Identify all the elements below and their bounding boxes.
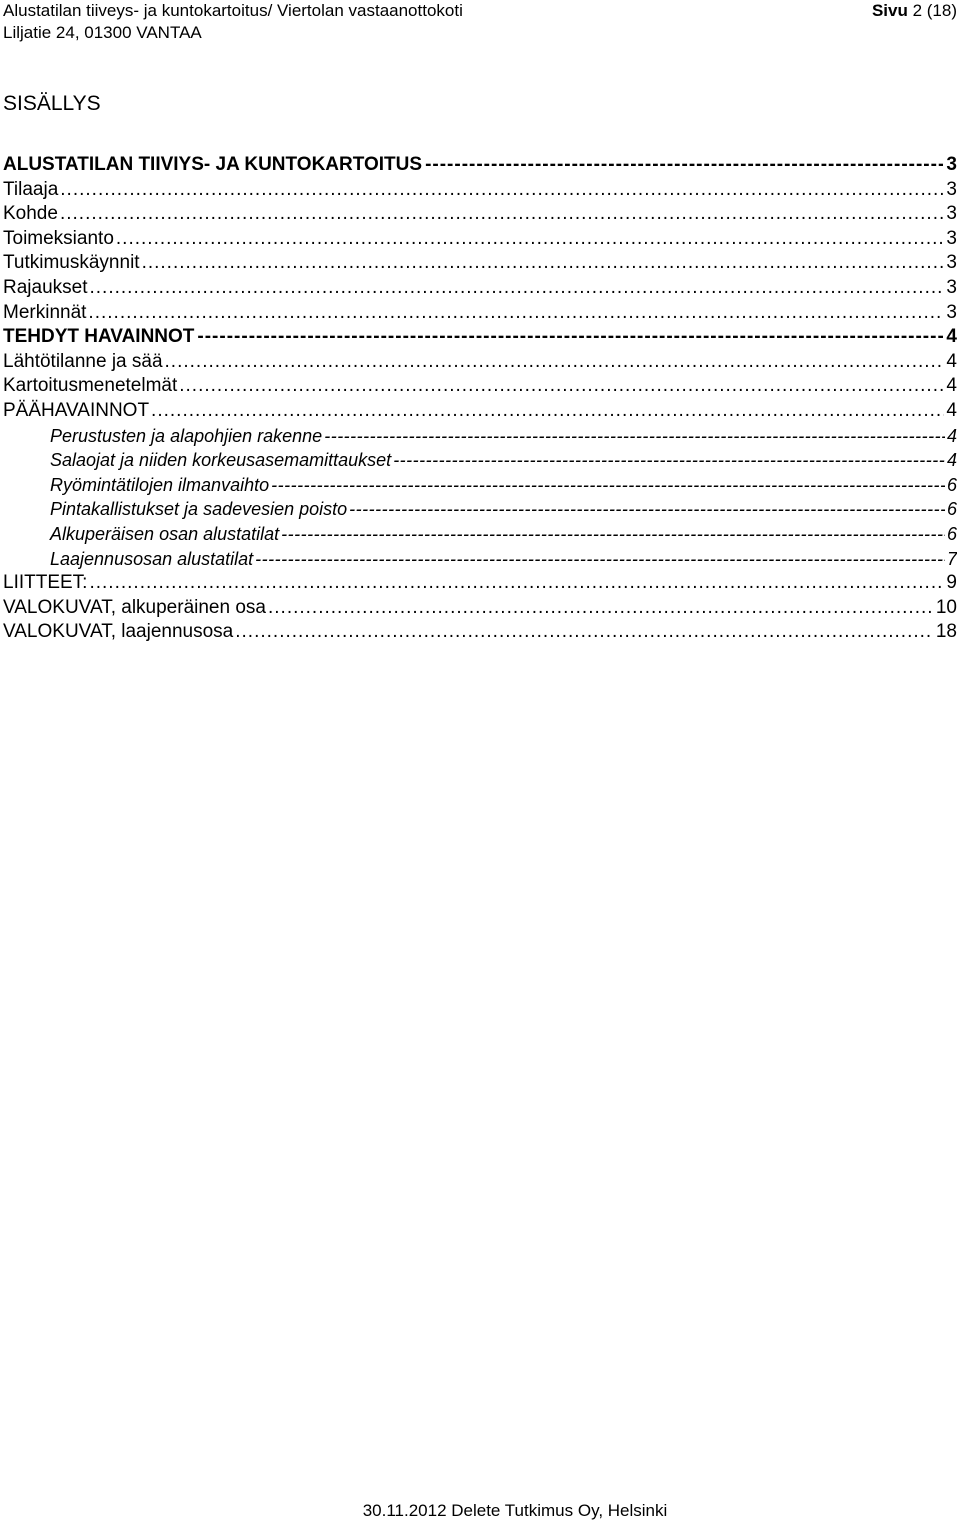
toc-entry-kartoitusmenetelmat[interactable] — [3, 374, 957, 399]
toc-entry-page: 3 — [946, 203, 957, 225]
toc-leader — [393, 448, 945, 473]
toc-entry-perustusten-rakenne[interactable] — [3, 424, 957, 449]
toc-entry-text: Toimeksianto — [3, 227, 114, 249]
toc-leader — [235, 620, 934, 645]
toc-leader — [90, 276, 945, 301]
document-address: Liljatie 24, 01300 VANTAA — [3, 23, 202, 42]
toc-entry-page: 3 — [946, 227, 957, 249]
toc-entry-text: Kohde — [3, 203, 58, 225]
toc-entry-alustatilan-tiiviys[interactable] — [3, 153, 957, 178]
toc-entry-text: Salaojat ja niiden korkeusasemamittaukset — [50, 450, 392, 471]
toc-entry-pintakallistukset[interactable] — [3, 497, 957, 522]
toc-leader — [151, 399, 944, 424]
toc-entry-text: PÄÄHAVAINNOT — [3, 399, 150, 421]
toc-entry-text: Kartoitusmenetelmät — [3, 375, 178, 397]
toc-leader — [324, 424, 945, 449]
toc-heading: SISÄLLYS — [3, 92, 101, 115]
page-header — [3, 0, 957, 44]
toc-entry-page: 9 — [946, 572, 957, 594]
toc-leader — [88, 301, 944, 326]
toc-entry-page: 6 — [946, 523, 957, 544]
toc-leader — [89, 571, 944, 596]
toc-entry-page: 3 — [946, 276, 957, 298]
toc-leader — [271, 473, 945, 498]
toc-entry-page: 4 — [946, 399, 957, 421]
document-title: Alustatilan tiiveys- ja kuntokartoitus/ Viertolan vastaanottokoti — [3, 1, 463, 20]
toc-entry-page: 3 — [946, 178, 957, 200]
toc-entry-page: 10 — [935, 596, 957, 618]
table-of-contents — [3, 153, 957, 645]
toc-entry-text: Perustusten ja alapohjien rakenne — [50, 425, 323, 446]
toc-entry-liitteet[interactable] — [3, 571, 957, 596]
toc-entry-kohde[interactable] — [3, 202, 957, 227]
toc-entry-page: 7 — [946, 548, 957, 569]
toc-leader — [281, 522, 945, 547]
toc-entry-page: 3 — [946, 154, 957, 175]
toc-entry-rajaukset[interactable] — [3, 276, 957, 301]
toc-leader — [349, 497, 945, 522]
toc-entry-page: 4 — [946, 350, 957, 372]
toc-leader — [179, 374, 944, 399]
toc-entry-text: TEHDYT HAVAINNOT — [3, 326, 195, 348]
toc-entry-salaojat[interactable] — [3, 448, 957, 473]
toc-entry-page: 4 — [946, 425, 957, 446]
page-number — [872, 0, 957, 22]
toc-leader — [60, 202, 944, 227]
toc-entry-text: VALOKUVAT, laajennusosa — [3, 621, 234, 643]
toc-entry-merkinnat[interactable] — [3, 301, 957, 326]
toc-entry-text: Alkuperäisen osan alustatilat — [50, 523, 280, 544]
toc-entry-valokuvat-laajennus[interactable] — [3, 620, 957, 645]
toc-leader — [60, 178, 944, 203]
toc-leader — [255, 547, 945, 572]
toc-entry-valokuvat-alkuperainen[interactable] — [3, 596, 957, 621]
toc-leader — [142, 251, 945, 276]
toc-entry-page: 18 — [935, 621, 957, 643]
toc-entry-page: 4 — [946, 375, 957, 397]
toc-entry-page: 6 — [946, 474, 957, 495]
toc-entry-toimeksianto[interactable] — [3, 227, 957, 252]
page-label: Sivu — [871, 1, 908, 20]
toc-entry-text: Tilaaja — [3, 178, 59, 200]
toc-entry-text: Ryömintätilojen ilmanvaihto — [50, 474, 270, 495]
toc-entry-page: 3 — [946, 301, 957, 323]
toc-entry-text: Merkinnät — [3, 301, 87, 323]
toc-entry-tehdyt-havainnot[interactable] — [3, 325, 957, 350]
toc-entry-laajennusosa[interactable] — [3, 547, 957, 572]
toc-entry-paahavainnot[interactable] — [3, 399, 957, 424]
toc-leader — [197, 325, 943, 350]
toc-entry-page: 3 — [946, 252, 957, 274]
toc-entry-lahtotilanne[interactable] — [3, 350, 957, 375]
toc-leader — [268, 596, 934, 621]
toc-leader — [425, 153, 943, 178]
toc-entry-text: ALUSTATILAN TIIVIYS- JA KUNTOKARTOITUS — [3, 154, 423, 175]
page-value: 2 (18) — [912, 1, 957, 20]
toc-entry-text: Tutkimuskäynnit — [3, 252, 140, 274]
toc-entry-text: Rajaukset — [3, 276, 88, 298]
page-footer: 30.11.2012 Delete Tutkimus Oy, Helsinki — [362, 1501, 668, 1520]
toc-entry-text: Laajennusosan alustatilat — [50, 548, 254, 569]
toc-entry-text: LIITTEET: — [3, 572, 88, 594]
toc-entry-alkuperainen-osa[interactable] — [3, 522, 957, 547]
toc-entry-page: 4 — [946, 326, 957, 348]
toc-entry-tilaaja[interactable] — [3, 178, 957, 203]
toc-entry-text: VALOKUVAT, alkuperäinen osa — [3, 596, 266, 618]
toc-entry-text: Pintakallistukset ja sadevesien poisto — [50, 499, 348, 520]
toc-entry-page: 4 — [946, 450, 957, 471]
toc-leader — [116, 227, 945, 252]
toc-entry-tutkimuskaynnit[interactable] — [3, 251, 957, 276]
toc-entry-text: Lähtötilanne ja sää — [3, 350, 163, 372]
toc-entry-page: 6 — [946, 499, 957, 520]
toc-leader — [165, 350, 945, 375]
toc-entry-ilmanvaihto[interactable] — [3, 473, 957, 498]
